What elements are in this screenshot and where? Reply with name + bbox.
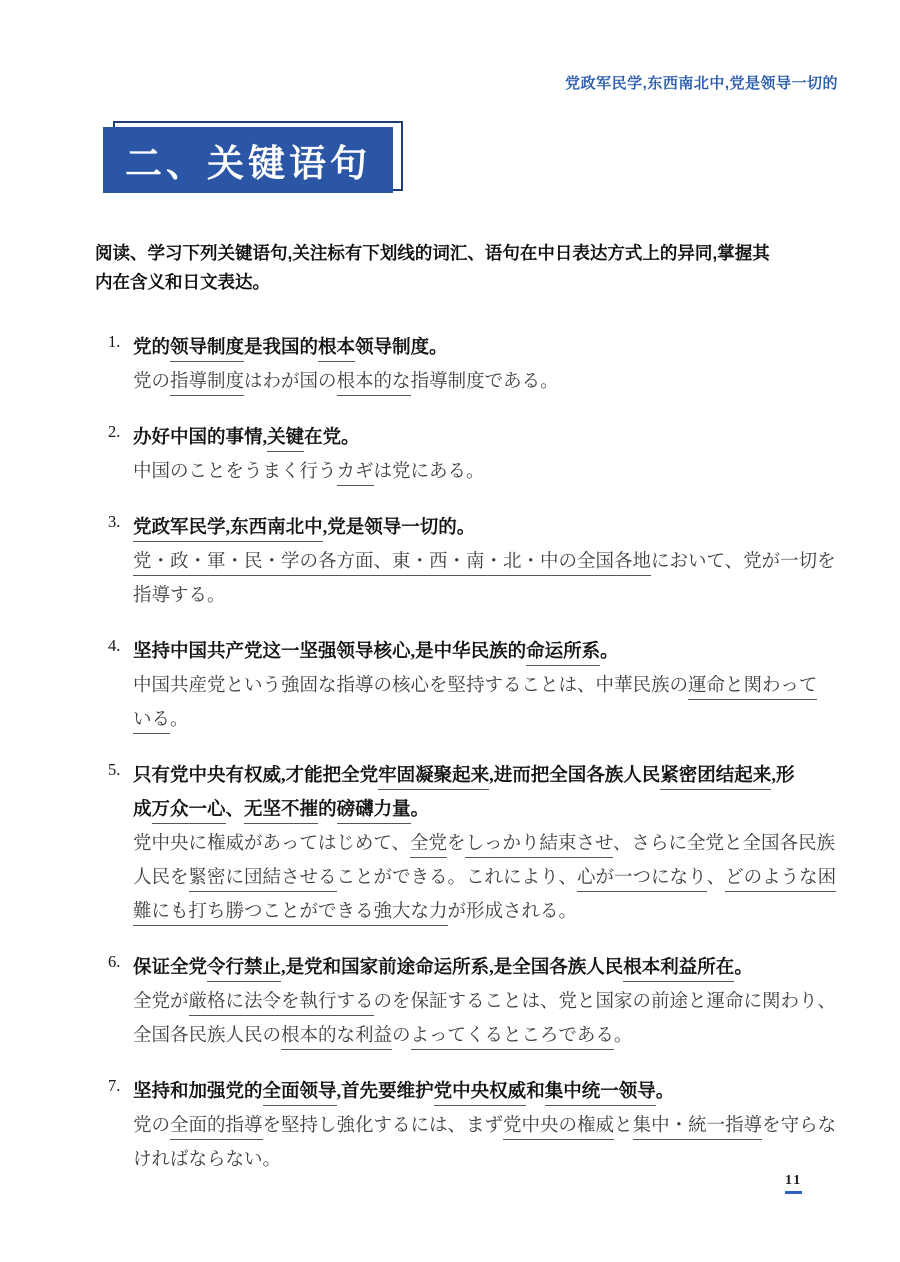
sentence-line-cn (133, 1075, 858, 1109)
list-item (108, 759, 858, 929)
text-segment: において、党が一切を (651, 552, 836, 572)
underlined-phrase: 党中央の権威 (503, 1116, 614, 1140)
text-segment: 、 (706, 868, 726, 888)
underlined-phrase: 運命と関わって (688, 676, 817, 700)
item-number: 1. (108, 332, 121, 351)
text-segment: ,首先要维护 (336, 1082, 434, 1102)
item-number: 7. (108, 1076, 121, 1095)
header-slogan: 党政军民学,东西南北中,党是领导一切的 (565, 75, 838, 92)
text-segment: 党の (133, 372, 171, 392)
text-segment: 党的 (133, 338, 171, 358)
list-item (108, 951, 858, 1053)
text-segment: 是我国的 (244, 338, 319, 358)
text-segment: 人民を (133, 868, 189, 888)
text-segment: 指導する。 (133, 586, 226, 606)
item-number: 5. (108, 760, 121, 779)
sentence-line-jp (133, 579, 858, 613)
text-segment: 坚持中国共产党这一坚强领导核心,是中华民族的 (133, 642, 527, 662)
underlined-phrase: 党中央权威 (434, 1082, 527, 1106)
sentence-line-jp (133, 827, 858, 861)
text-segment: 中国共産党という強固な指導の核心を堅持することは、中華民族の (133, 676, 689, 696)
text-segment: 党中央に権威があってはじめて、 (133, 834, 410, 854)
text-segment: 。 (170, 710, 189, 730)
sentence-line-jp (133, 1109, 858, 1143)
text-segment: のを保証することは、党と国家の前途と運命に関わり、 (373, 992, 837, 1012)
text-segment: 只有党中央有权威,才能把全党 (133, 766, 379, 786)
text-segment: ことができる。これにより、 (336, 868, 578, 888)
text-segment: 坚持和加强党的 (133, 1082, 263, 1102)
text-segment: ,党是领导一切的。 (322, 518, 476, 538)
underlined-phrase: 根本的な (337, 372, 411, 396)
section-title-banner (103, 121, 413, 201)
underlined-phrase: しっかり結束させ (465, 834, 612, 858)
intro-line-2: 内在含义和日文表达。 (95, 271, 270, 292)
text-segment: ,进而把全国各族人民 (489, 766, 661, 786)
underlined-phrase: 心が一つになり (577, 868, 707, 892)
underlined-phrase: 全面领导 (263, 1082, 337, 1106)
text-segment: 和 (526, 1082, 545, 1102)
item-number: 6. (108, 952, 121, 971)
sentence-line-cn (133, 635, 858, 669)
underlined-phrase: 難にも打ち勝つことができる強大な力 (133, 902, 448, 926)
sentence-line-jp (133, 1019, 858, 1053)
text-segment: 保证全党 (133, 958, 208, 978)
sentence-line-jp (133, 1143, 858, 1177)
underlined-phrase: 根本利益所在 (623, 958, 734, 982)
sentence-line-jp (133, 669, 858, 703)
list-item (108, 331, 858, 399)
underlined-phrase: どのような困 (725, 868, 836, 892)
item-number: 2. (108, 422, 121, 441)
sentence-line-cn (133, 421, 858, 455)
text-segment: 领导制度。 (355, 338, 448, 358)
text-segment: が形成される。 (447, 902, 578, 922)
underlined-phrase: 集中统一领导 (545, 1082, 656, 1106)
underlined-phrase: よってくるところである (411, 1026, 614, 1050)
underlined-phrase: 令行禁止 (207, 958, 281, 982)
item-number: 3. (108, 512, 121, 531)
underlined-phrase: 全党 (410, 834, 447, 858)
sentence-line-jp (133, 545, 858, 579)
underlined-phrase: 磅礴力量 (337, 800, 411, 824)
underlined-phrase: いる (133, 710, 170, 734)
text-segment: ければならない。 (133, 1150, 282, 1170)
sentence-line-jp (133, 895, 858, 929)
underlined-phrase: 厳格に法令を執行する (189, 992, 374, 1016)
list-item (108, 635, 858, 737)
list-item (108, 421, 858, 489)
sentence-line-cn (133, 951, 858, 985)
underlined-phrase: 党政军民学,东西南北中 (133, 518, 323, 542)
text-segment: 。 (655, 1082, 675, 1102)
sentence-line-cn (133, 511, 858, 545)
sentence-line-cn (133, 793, 858, 827)
text-segment: ,是党和国家前途命运所系,是全国各族人民 (281, 958, 624, 978)
section-title: 二、关键语句 (103, 127, 393, 193)
text-segment: 成 (133, 800, 152, 820)
text-segment: 、 (225, 800, 245, 820)
intro-paragraph (95, 239, 845, 296)
text-segment: 在党。 (304, 428, 360, 448)
text-segment: はわが国の (244, 372, 337, 392)
sentence-line-jp (133, 985, 858, 1019)
underlined-phrase: 紧密团结起来 (660, 766, 771, 790)
sentence-line-jp (133, 455, 858, 489)
sentence-line-jp (133, 703, 858, 737)
underlined-phrase: 集中・統一指導 (633, 1116, 763, 1140)
sentence-line-jp (133, 861, 858, 895)
underlined-phrase: 全面的指導 (170, 1116, 263, 1140)
list-item (108, 1075, 858, 1177)
text-segment: 全国各民族人民の (133, 1026, 282, 1046)
page-number-text: 11 (785, 1173, 803, 1188)
item-number: 4. (108, 636, 121, 655)
text-segment: を守らな (762, 1116, 837, 1136)
text-segment: 党の (133, 1116, 171, 1136)
underlined-phrase: 牢固凝聚起来 (378, 766, 489, 790)
text-segment: 。 (600, 642, 619, 662)
underlined-phrase: 根本的な利益 (281, 1026, 392, 1050)
text-segment: 、さらに全党と全国各民族 (612, 834, 835, 854)
underlined-phrase: 领导制度 (170, 338, 244, 362)
page-number (785, 1173, 802, 1194)
key-sentence-list (108, 331, 858, 1199)
underlined-phrase: 万众一心 (152, 800, 226, 824)
sentence-line-cn (133, 759, 858, 793)
text-segment: 办好中国的事情, (133, 428, 268, 448)
text-segment: 全党が (133, 992, 189, 1012)
text-segment: を堅持し強化するには、まず (262, 1116, 504, 1136)
underlined-phrase: 无坚不摧 (244, 800, 318, 824)
underlined-phrase: 命运所系 (526, 642, 600, 666)
underlined-phrase: 关键 (267, 428, 304, 452)
text-segment: 。 (410, 800, 430, 820)
text-segment: 的 (318, 800, 337, 820)
text-segment: を (446, 834, 466, 854)
page-number-underline (785, 1191, 802, 1194)
text-segment: ,形 (771, 766, 795, 786)
sentence-line-cn (133, 331, 858, 365)
intro-line-1: 阅读、学习下列关键语句,关注标有下划线的词汇、语句在中日表达方式上的异同,掌握其 (95, 243, 770, 263)
underlined-phrase: カギ (337, 462, 374, 486)
list-item (108, 511, 858, 613)
text-segment: 。 (613, 1026, 633, 1046)
text-segment: 指導制度である。 (410, 372, 559, 392)
underlined-phrase: 緊密に団結させる (189, 868, 337, 892)
underlined-phrase: 根本 (318, 338, 355, 362)
text-segment: と (614, 1116, 633, 1136)
underlined-phrase: 党・政・軍・民・学の各方面、東・西・南・北・中の全国各地 (133, 552, 651, 576)
text-segment: は党にある。 (373, 462, 485, 482)
text-segment: 。 (734, 958, 753, 978)
text-segment: 中国のことをうまく行う (133, 462, 337, 482)
text-segment: の (392, 1026, 411, 1046)
sentence-line-jp (133, 365, 858, 399)
underlined-phrase: 指導制度 (170, 372, 244, 396)
